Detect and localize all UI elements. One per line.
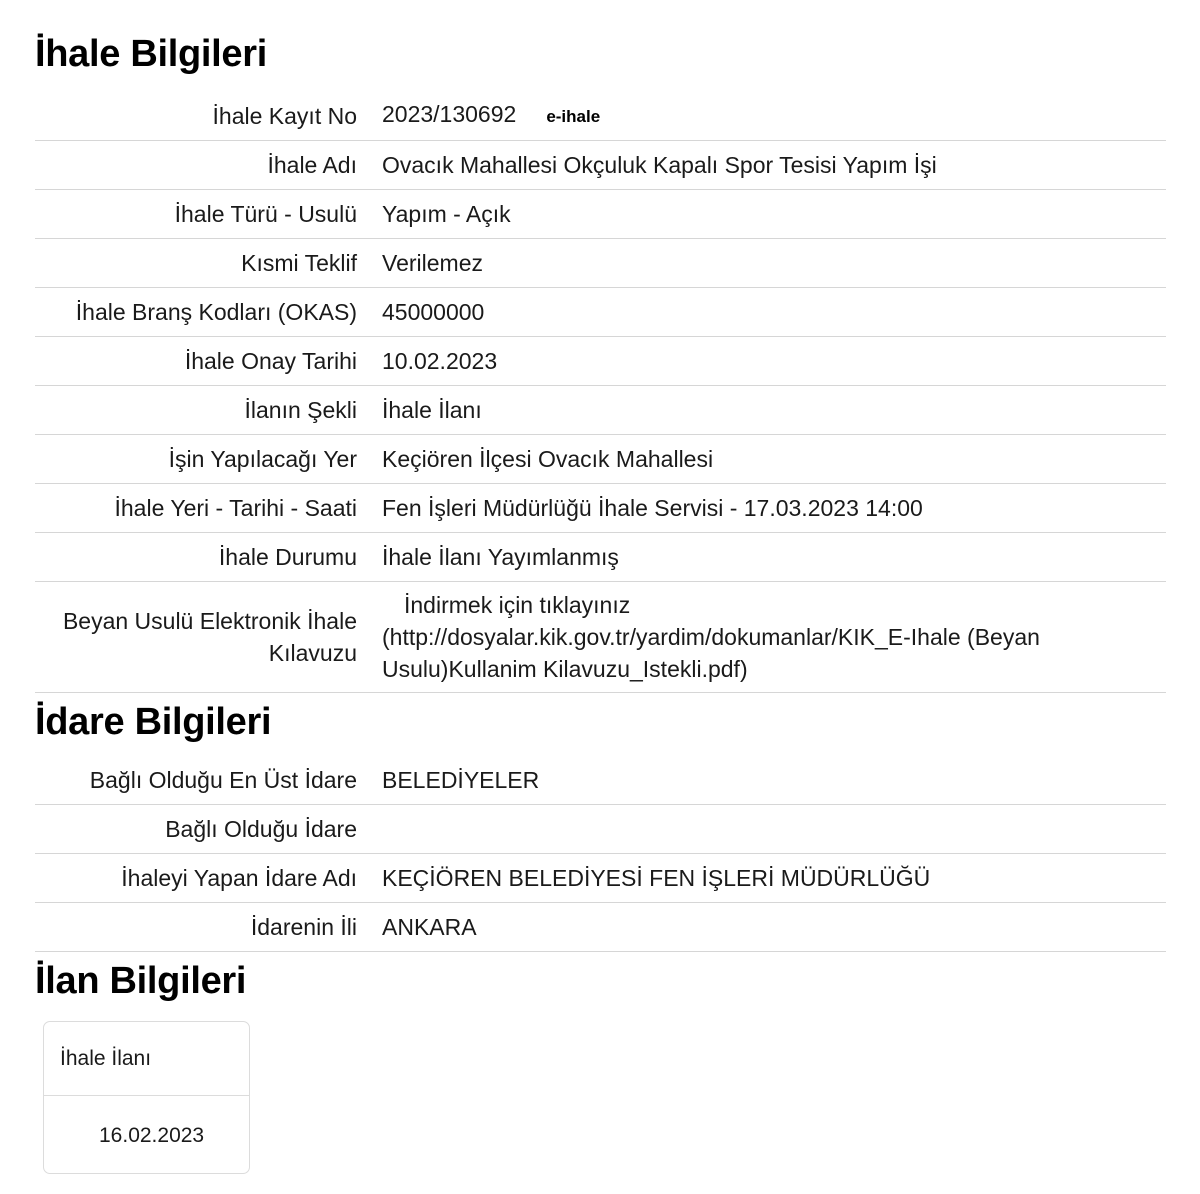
row-value: 10.02.2023: [382, 336, 1166, 385]
e-ihale-badge: e-ihale: [546, 107, 601, 127]
row-label: Kısmi Teklif: [35, 238, 382, 287]
row-value: İhale İlanı Yayımlanmış: [382, 532, 1166, 581]
row-value: ANKARA: [382, 902, 1166, 951]
row-label: [35, 581, 382, 692]
table-row: [35, 902, 1166, 951]
guide-link[interactable]: [382, 581, 1166, 692]
table-row: [35, 853, 1166, 902]
table-row: [35, 238, 1166, 287]
row-label: İlanın Şekli: [35, 385, 382, 434]
download-link-text[interactable]: İndirmek için tıklayınız: [404, 591, 631, 618]
table-row: [35, 434, 1166, 483]
table-row: [35, 92, 1166, 140]
row-value: Fen İşleri Müdürlüğü İhale Servisi - 17.03.2023 14:00: [382, 483, 1166, 532]
row-value: Keçiören İlçesi Ovacık Mahallesi: [382, 434, 1166, 483]
table-row: [35, 581, 1166, 692]
table-row: [35, 532, 1166, 581]
table-row: [35, 287, 1166, 336]
ilan-type: İhale İlanı: [44, 1022, 249, 1096]
row-value: BELEDİYELER: [382, 756, 1166, 804]
row-label: İhale Yeri - Tarihi - Saati: [35, 483, 382, 532]
guide-url-line2[interactable]: Usulu)Kullanim Kilavuzu_Istekli.pdf): [382, 655, 748, 682]
row-value: KEÇİÖREN BELEDİYESİ FEN İŞLERİ MÜDÜRLÜĞÜ: [382, 853, 1166, 902]
table-row: [35, 756, 1166, 804]
row-value: [382, 804, 1166, 853]
table-row: [35, 140, 1166, 189]
row-label: İhaleyi Yapan İdare Adı: [35, 853, 382, 902]
row-value: 45000000: [382, 287, 1166, 336]
row-label: İdarenin İli: [35, 902, 382, 951]
table-row: [35, 385, 1166, 434]
guide-label-line2: Kılavuzu: [268, 639, 357, 666]
row-value: Verilemez: [382, 238, 1166, 287]
row-label: İhale Kayıt No: [35, 92, 382, 140]
guide-label-line1: Beyan Usulü Elektronik İhale: [62, 607, 357, 634]
row-value: [382, 92, 1166, 140]
ilan-section-title: İlan Bilgileri: [35, 960, 247, 1002]
row-label: Bağlı Olduğu En Üst İdare: [35, 756, 382, 804]
idare-info-table: [35, 756, 1166, 952]
row-value: Yapım - Açık: [382, 189, 1166, 238]
row-label: İhale Türü - Usulü: [35, 189, 382, 238]
ihale-section-title: İhale Bilgileri: [35, 33, 268, 75]
row-label: İhale Branş Kodları (OKAS): [35, 287, 382, 336]
table-row: [35, 336, 1166, 385]
table-row: [35, 483, 1166, 532]
row-label: İhale Durumu: [35, 532, 382, 581]
ilan-date: 16.02.2023: [99, 1124, 205, 1147]
row-value: Ovacık Mahallesi Okçuluk Kapalı Spor Tesisi Yapım İşi: [382, 140, 1166, 189]
idare-section-title: İdare Bilgileri: [35, 701, 272, 743]
row-label: İşin Yapılacağı Yer: [35, 434, 382, 483]
row-label: Bağlı Olduğu İdare: [35, 804, 382, 853]
registration-number: 2023/130692: [382, 101, 517, 128]
row-label: İhale Onay Tarihi: [35, 336, 382, 385]
guide-url-line1[interactable]: (http://dosyalar.kik.gov.tr/yardim/dokumanlar/KIK_E-Ihale (Beyan: [382, 623, 1040, 650]
table-row: [35, 804, 1166, 853]
table-row: [35, 189, 1166, 238]
ilan-card[interactable]: [43, 1021, 250, 1174]
row-label: İhale Adı: [35, 140, 382, 189]
ihale-info-table: [35, 92, 1166, 693]
row-value: İhale İlanı: [382, 385, 1166, 434]
